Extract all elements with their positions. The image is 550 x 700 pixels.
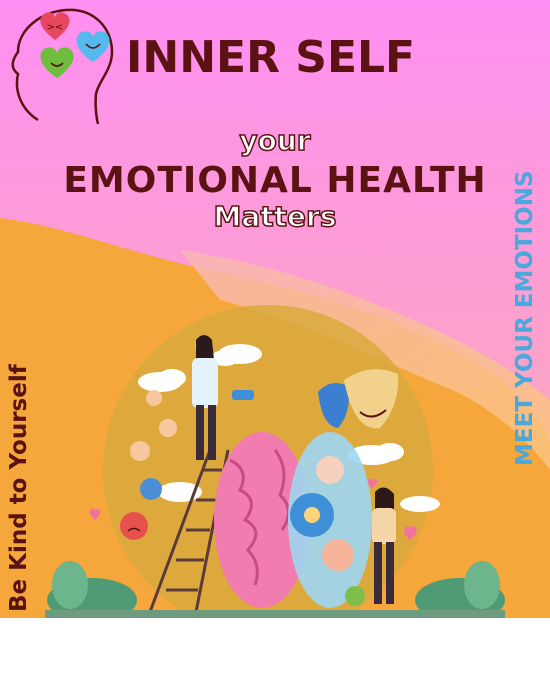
page-title: INNER SELF <box>126 32 416 83</box>
side-text-right: MEET YOUR EMOTIONS <box>512 170 538 466</box>
svg-text:><: >< <box>46 22 64 33</box>
side-text-left: Be Kind to Yourself <box>6 364 32 612</box>
headline-main: EMOTIONAL HEALTH <box>63 160 487 201</box>
headline-matters: Matters <box>213 200 337 233</box>
flower-cluster <box>288 432 372 608</box>
headline-your: your <box>239 124 311 157</box>
